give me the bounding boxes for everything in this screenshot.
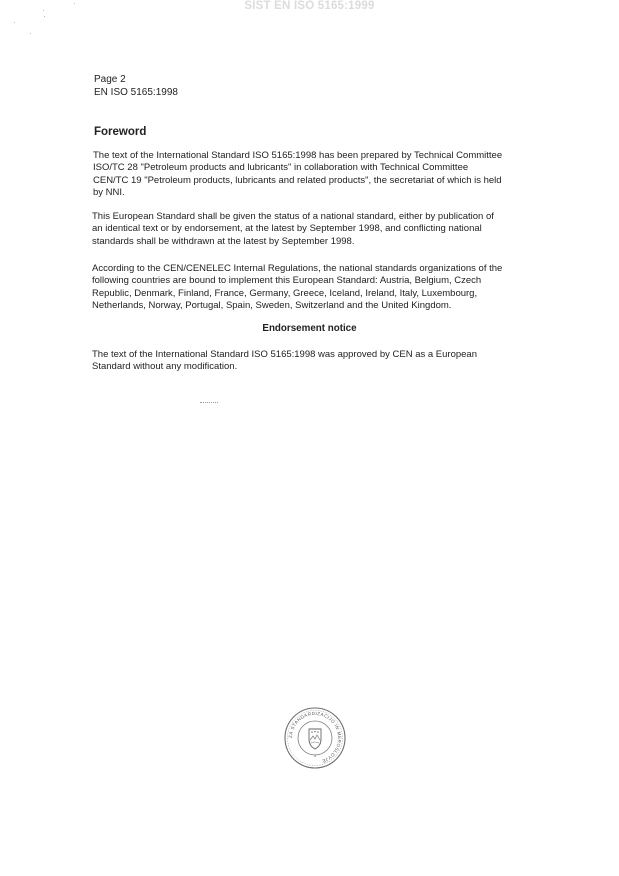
foreword-paragraph-1 [93, 150, 502, 199]
svg-text:3: 3 [313, 753, 317, 758]
text-line: According to the CEN/CENELEC Internal Regulations, the national standards organizations of the [92, 263, 503, 274]
foreword-paragraph-2 [92, 211, 494, 248]
text-line: The text of the International Standard ISO 5165:1998 has been prepared by Technical Committee [93, 150, 503, 161]
text-line: This European Standard shall be given the status of a national standard, either by publication of [92, 211, 494, 222]
scan-speck [74, 3, 75, 4]
scan-speck [14, 22, 15, 23]
text-line: an identical text or by endorsement, at the latest by September 1998, and conflicting national [92, 223, 482, 235]
text-line: following countries are bound to implement this European Standard: Austria, Belgium, Czech [92, 275, 482, 287]
seal-ring-text: ZA STANDARDIZACIJO IN MEROSLOVJE [287, 710, 343, 764]
endorsement-heading: Endorsement notice [262, 323, 357, 334]
page-number: Page 2 [94, 74, 126, 85]
text-line: The text of the International Standard ISO 5165:1998 was approved by CEN as a European [92, 349, 477, 360]
text-line: by NNI. [93, 186, 125, 198]
scan-speck [44, 16, 45, 17]
text-line: Netherlands, Norway, Portugal, Spain, Sweden, Switzerland and the United Kingdom. [92, 299, 452, 311]
scan-speck [30, 33, 31, 34]
foreword-paragraph-3 [92, 263, 502, 312]
text-line: CEN/TC 19 "Petroleum products, lubricants and related products", the secretariat of which is held [93, 174, 502, 186]
foreword-heading: Foreword [94, 126, 147, 138]
endorsement-paragraph [92, 349, 477, 374]
text-line: standards shall be withdrawn at the latest by September 1998. [92, 235, 355, 247]
text-line: Republic, Denmark, Finland, France, Germany, Greece, Iceland, Ireland, Italy, Luxembourg, [92, 287, 478, 299]
watermark: SIST EN ISO 5165:1999 [244, 0, 375, 12]
official-seal-icon [283, 706, 347, 770]
text-line: Standard without any modification. [92, 361, 238, 373]
text-line: ISO/TC 28 "Petroleum products and lubricants" in collaboration with Technical Committee [93, 162, 469, 174]
page-header [94, 74, 178, 99]
scan-speck [43, 10, 44, 11]
scan-mark [200, 402, 218, 403]
standard-reference: EN ISO 5165:1998 [94, 86, 178, 98]
